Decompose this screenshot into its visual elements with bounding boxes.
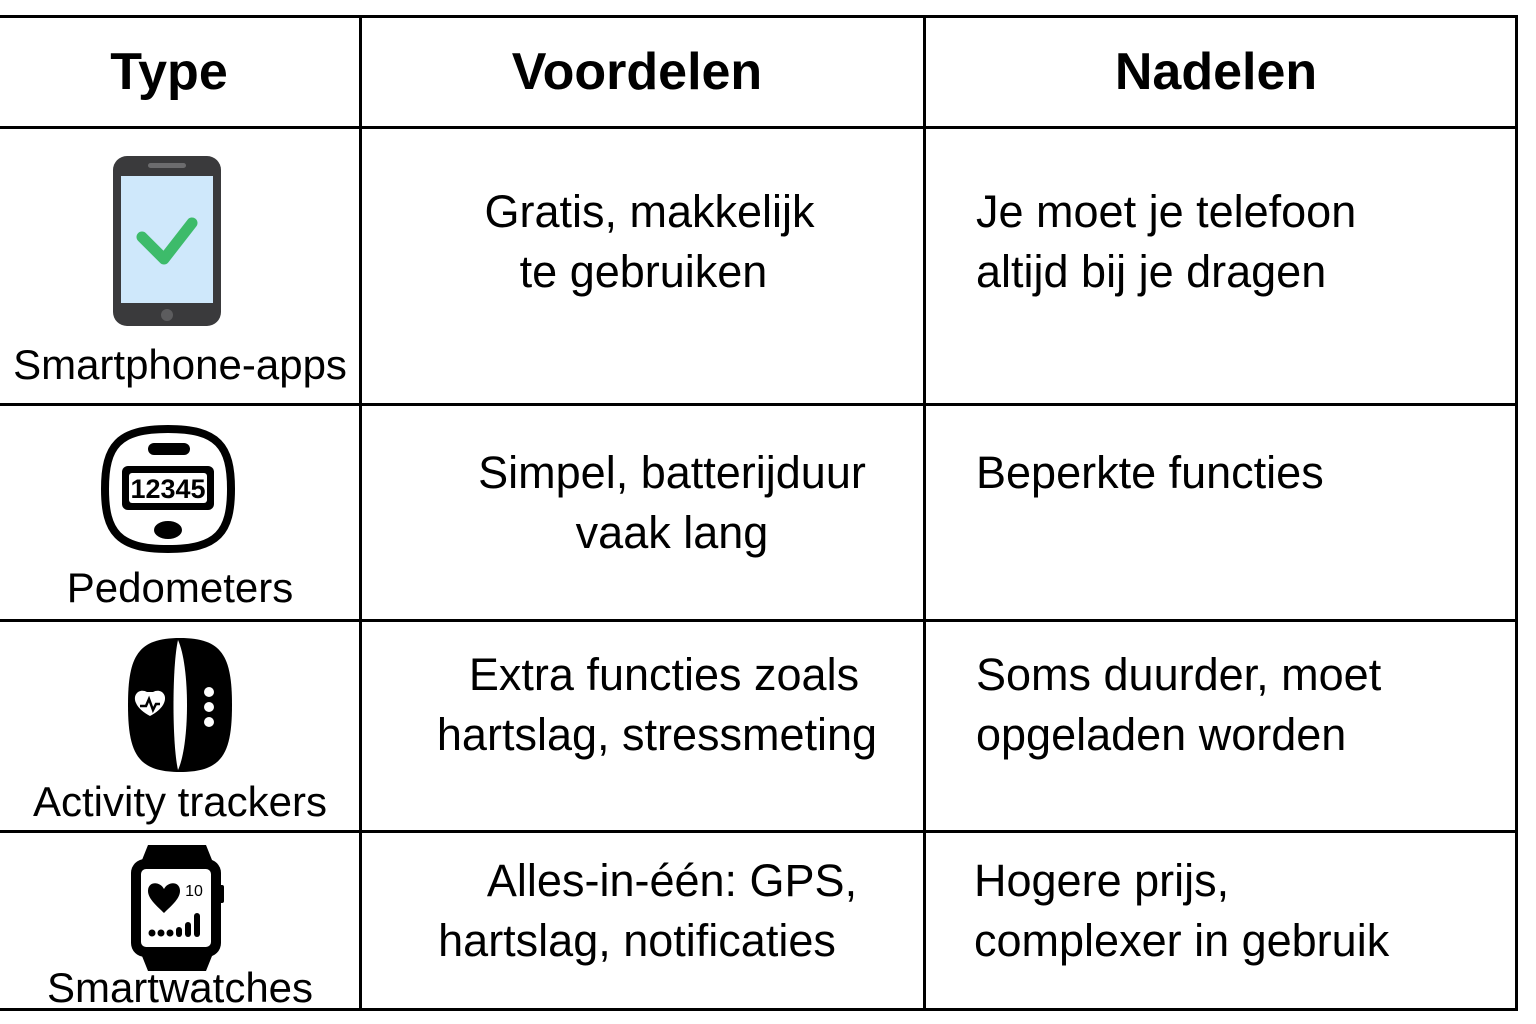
cell-line: Alles-in-één: GPS, [486, 855, 858, 906]
type-label: Pedometers [66, 564, 294, 611]
cell-line: hartslag, notificaties [438, 915, 836, 966]
nadelen-cell [976, 443, 1516, 503]
svg-text:12345: 12345 [130, 474, 206, 504]
row-divider [0, 403, 1518, 406]
voordelen-cell [362, 443, 982, 563]
voordelen-cell [362, 182, 937, 302]
pedometer-icon [100, 424, 236, 554]
cell-line: Gratis, makkelijk [484, 186, 815, 237]
cell-line: complexer in gebruik [974, 915, 1390, 966]
svg-text:10: 10 [185, 883, 203, 900]
nadelen-cell [976, 645, 1516, 765]
voordelen-cell [362, 851, 962, 971]
smartwatch-heart-icon [130, 843, 224, 973]
voordelen-cell [362, 645, 952, 765]
cell-line: vaak lang [575, 507, 769, 558]
row-divider [0, 830, 1518, 833]
cell-line: Beperkte functies [976, 447, 1324, 498]
cell-line: Hogere prijs, [974, 855, 1230, 906]
row-divider [0, 126, 1518, 129]
type-label: Smartwatches [46, 964, 314, 1011]
smartphone-checkmark-icon [112, 155, 222, 327]
header-voordelen: Voordelen [511, 43, 763, 101]
cell-line: te gebruiken [519, 246, 768, 297]
cell-line: Simpel, batterijduur [478, 447, 866, 498]
header-type: Type [110, 43, 228, 101]
cell-line: Soms duurder, moet [976, 649, 1382, 700]
type-label: Smartphone-apps [13, 341, 347, 388]
activity-tracker-band-icon [124, 636, 236, 774]
cell-line: altijd bij je dragen [976, 246, 1327, 297]
cell-line: hartslag, stressmeting [436, 709, 878, 760]
cell-line: Je moet je telefoon [976, 186, 1357, 237]
nadelen-cell [976, 182, 1516, 302]
header-nadelen: Nadelen [1114, 43, 1318, 101]
nadelen-cell [974, 851, 1514, 971]
row-divider [0, 619, 1518, 622]
cell-line: Extra functies zoals [468, 649, 860, 700]
cell-line: opgeladen worden [976, 709, 1347, 760]
type-label: Activity trackers [32, 778, 328, 825]
